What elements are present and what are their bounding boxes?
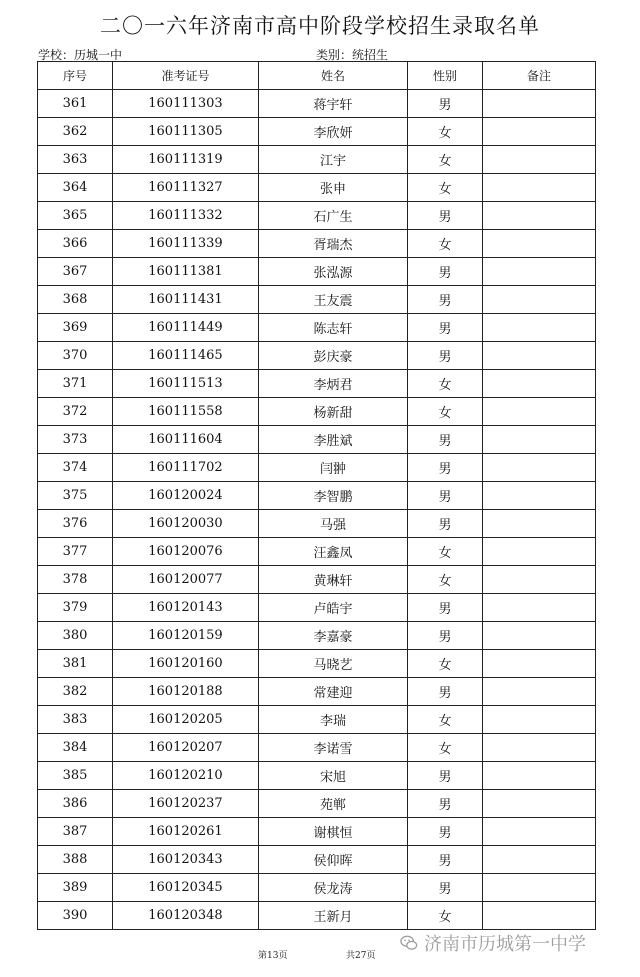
cell-remarks [483, 342, 596, 370]
cell-exam-number: 160111513 [113, 370, 259, 398]
page-total: 共27页 [346, 951, 376, 961]
cell-exam-number: 160111305 [113, 118, 259, 146]
cell-name: 李欣妍 [259, 118, 408, 146]
cell-exam-number: 160120024 [113, 482, 259, 510]
cell-gender: 女 [408, 734, 483, 762]
table-row [38, 370, 596, 398]
table-row [38, 174, 596, 202]
table-row [38, 790, 596, 818]
cell-gender: 男 [408, 874, 483, 902]
cell-serial: 361 [38, 90, 113, 118]
cell-remarks [483, 538, 596, 566]
cell-gender: 女 [408, 566, 483, 594]
cell-name: 李瑞 [259, 706, 408, 734]
cell-gender: 男 [408, 762, 483, 790]
header-exam-number: 准考证号 [113, 62, 259, 90]
cell-exam-number: 160111332 [113, 202, 259, 230]
table-row [38, 734, 596, 762]
cell-remarks [483, 426, 596, 454]
cell-remarks [483, 650, 596, 678]
cell-remarks [483, 230, 596, 258]
table-row [38, 314, 596, 342]
cell-exam-number: 160120210 [113, 762, 259, 790]
cell-exam-number: 160111327 [113, 174, 259, 202]
cell-gender: 女 [408, 230, 483, 258]
cell-gender: 女 [408, 538, 483, 566]
cell-name: 侯龙涛 [259, 874, 408, 902]
table-row [38, 230, 596, 258]
cell-remarks [483, 482, 596, 510]
wechat-icon [400, 934, 418, 952]
cell-name: 彭庆豪 [259, 342, 408, 370]
cell-remarks [483, 902, 596, 930]
cell-serial: 362 [38, 118, 113, 146]
cell-name: 杨新甜 [259, 398, 408, 426]
cell-exam-number: 160120030 [113, 510, 259, 538]
cell-gender: 男 [408, 258, 483, 286]
cell-serial: 388 [38, 846, 113, 874]
cell-gender: 女 [408, 398, 483, 426]
cell-remarks [483, 314, 596, 342]
cell-remarks [483, 594, 596, 622]
cell-remarks [483, 286, 596, 314]
cell-serial: 383 [38, 706, 113, 734]
table-row [38, 398, 596, 426]
cell-exam-number: 160120348 [113, 902, 259, 930]
table-row [38, 510, 596, 538]
cell-exam-number: 160120237 [113, 790, 259, 818]
cell-exam-number: 160111558 [113, 398, 259, 426]
cell-serial: 385 [38, 762, 113, 790]
cell-serial: 373 [38, 426, 113, 454]
table-row [38, 538, 596, 566]
cell-remarks [483, 370, 596, 398]
cell-serial: 382 [38, 678, 113, 706]
cell-gender: 男 [408, 482, 483, 510]
cell-gender: 男 [408, 342, 483, 370]
cell-name: 李炳君 [259, 370, 408, 398]
cell-exam-number: 160120160 [113, 650, 259, 678]
cell-remarks [483, 118, 596, 146]
table-row [38, 258, 596, 286]
cell-name: 李诺雪 [259, 734, 408, 762]
cell-exam-number: 160111465 [113, 342, 259, 370]
cell-gender: 男 [408, 510, 483, 538]
cell-name: 李嘉豪 [259, 622, 408, 650]
table-row [38, 818, 596, 846]
watermark-text: 济南市历城第一中学 [424, 934, 586, 955]
cell-exam-number: 160111702 [113, 454, 259, 482]
page-number: 第13页 [258, 951, 288, 961]
cell-name: 李胜斌 [259, 426, 408, 454]
cell-name: 蒋宇轩 [259, 90, 408, 118]
cell-gender: 女 [408, 146, 483, 174]
cell-remarks [483, 734, 596, 762]
cell-name: 闫翀 [259, 454, 408, 482]
cell-serial: 365 [38, 202, 113, 230]
cell-name: 宋旭 [259, 762, 408, 790]
cell-name: 汪鑫凤 [259, 538, 408, 566]
cell-serial: 364 [38, 174, 113, 202]
cell-serial: 379 [38, 594, 113, 622]
cell-serial: 369 [38, 314, 113, 342]
cell-gender: 男 [408, 678, 483, 706]
category-label: 类别：统招生 [316, 48, 389, 62]
header-name: 姓名 [259, 62, 408, 90]
table-row [38, 594, 596, 622]
cell-name: 石广生 [259, 202, 408, 230]
cell-exam-number: 160120143 [113, 594, 259, 622]
cell-name: 王友震 [259, 286, 408, 314]
table-row [38, 762, 596, 790]
cell-remarks [483, 90, 596, 118]
cell-exam-number: 160120205 [113, 706, 259, 734]
cell-exam-number: 160120076 [113, 538, 259, 566]
cell-remarks [483, 258, 596, 286]
table-row [38, 342, 596, 370]
school-label: 学校：历城一中 [38, 48, 123, 62]
table-row [38, 202, 596, 230]
cell-name: 马晓艺 [259, 650, 408, 678]
cell-remarks [483, 818, 596, 846]
cell-remarks [483, 706, 596, 734]
cell-exam-number: 160120207 [113, 734, 259, 762]
cell-serial: 371 [38, 370, 113, 398]
cell-exam-number: 160120077 [113, 566, 259, 594]
cell-gender: 男 [408, 454, 483, 482]
table-row [38, 650, 596, 678]
cell-serial: 376 [38, 510, 113, 538]
header-remarks: 备注 [483, 62, 596, 90]
cell-gender: 女 [408, 706, 483, 734]
cell-remarks [483, 622, 596, 650]
table-row [38, 146, 596, 174]
cell-gender: 女 [408, 118, 483, 146]
table-row [38, 706, 596, 734]
cell-serial: 377 [38, 538, 113, 566]
cell-remarks [483, 790, 596, 818]
cell-remarks [483, 202, 596, 230]
table-header-row [38, 62, 596, 90]
cell-gender: 男 [408, 90, 483, 118]
cell-gender: 男 [408, 314, 483, 342]
cell-exam-number: 160120188 [113, 678, 259, 706]
cell-name: 李智鹏 [259, 482, 408, 510]
cell-remarks [483, 678, 596, 706]
cell-serial: 378 [38, 566, 113, 594]
cell-remarks [483, 146, 596, 174]
cell-name: 常建迎 [259, 678, 408, 706]
cell-exam-number: 160120345 [113, 874, 259, 902]
table-row [38, 90, 596, 118]
cell-name: 陈志轩 [259, 314, 408, 342]
cell-name: 卢皓宇 [259, 594, 408, 622]
cell-remarks [483, 174, 596, 202]
cell-exam-number: 160120343 [113, 846, 259, 874]
cell-name: 侯仰晖 [259, 846, 408, 874]
table-row [38, 426, 596, 454]
cell-remarks [483, 398, 596, 426]
cell-remarks [483, 846, 596, 874]
table-row [38, 118, 596, 146]
watermark [400, 930, 586, 956]
cell-name: 张申 [259, 174, 408, 202]
table-row [38, 566, 596, 594]
cell-remarks [483, 762, 596, 790]
cell-exam-number: 160111339 [113, 230, 259, 258]
table-row [38, 454, 596, 482]
cell-gender: 男 [408, 594, 483, 622]
document-title: 二〇一六年济南市高中阶段学校招生录取名单 [100, 14, 540, 38]
cell-exam-number: 160111319 [113, 146, 259, 174]
cell-gender: 男 [408, 846, 483, 874]
table-row [38, 874, 596, 902]
cell-serial: 370 [38, 342, 113, 370]
cell-serial: 367 [38, 258, 113, 286]
cell-gender: 男 [408, 790, 483, 818]
table-row [38, 846, 596, 874]
cell-serial: 368 [38, 286, 113, 314]
cell-serial: 381 [38, 650, 113, 678]
cell-gender: 男 [408, 818, 483, 846]
table-row [38, 286, 596, 314]
table-body [38, 90, 596, 930]
cell-name: 马强 [259, 510, 408, 538]
table-row [38, 678, 596, 706]
cell-gender: 男 [408, 426, 483, 454]
cell-name: 张泓源 [259, 258, 408, 286]
cell-name: 江宇 [259, 146, 408, 174]
cell-exam-number: 160111303 [113, 90, 259, 118]
cell-name: 王新月 [259, 902, 408, 930]
cell-serial: 390 [38, 902, 113, 930]
cell-serial: 375 [38, 482, 113, 510]
table-row [38, 622, 596, 650]
header-serial: 序号 [38, 62, 113, 90]
admission-table [37, 61, 596, 930]
cell-exam-number: 160120261 [113, 818, 259, 846]
table-row [38, 482, 596, 510]
cell-name: 黄琳轩 [259, 566, 408, 594]
cell-serial: 366 [38, 230, 113, 258]
cell-name: 胥瑞杰 [259, 230, 408, 258]
cell-exam-number: 160111449 [113, 314, 259, 342]
cell-gender: 女 [408, 174, 483, 202]
cell-remarks [483, 874, 596, 902]
cell-serial: 389 [38, 874, 113, 902]
cell-exam-number: 160111604 [113, 426, 259, 454]
cell-gender: 男 [408, 286, 483, 314]
cell-serial: 386 [38, 790, 113, 818]
cell-name: 谢棋恒 [259, 818, 408, 846]
cell-serial: 374 [38, 454, 113, 482]
cell-name: 苑郸 [259, 790, 408, 818]
header-gender: 性别 [408, 62, 483, 90]
cell-serial: 372 [38, 398, 113, 426]
cell-serial: 387 [38, 818, 113, 846]
cell-gender: 女 [408, 902, 483, 930]
cell-remarks [483, 454, 596, 482]
table-row [38, 902, 596, 930]
cell-serial: 363 [38, 146, 113, 174]
cell-exam-number: 160111381 [113, 258, 259, 286]
cell-serial: 384 [38, 734, 113, 762]
cell-gender: 男 [408, 622, 483, 650]
cell-remarks [483, 510, 596, 538]
cell-gender: 女 [408, 370, 483, 398]
cell-exam-number: 160120159 [113, 622, 259, 650]
cell-gender: 男 [408, 202, 483, 230]
cell-serial: 380 [38, 622, 113, 650]
cell-remarks [483, 566, 596, 594]
cell-gender: 女 [408, 650, 483, 678]
cell-exam-number: 160111431 [113, 286, 259, 314]
